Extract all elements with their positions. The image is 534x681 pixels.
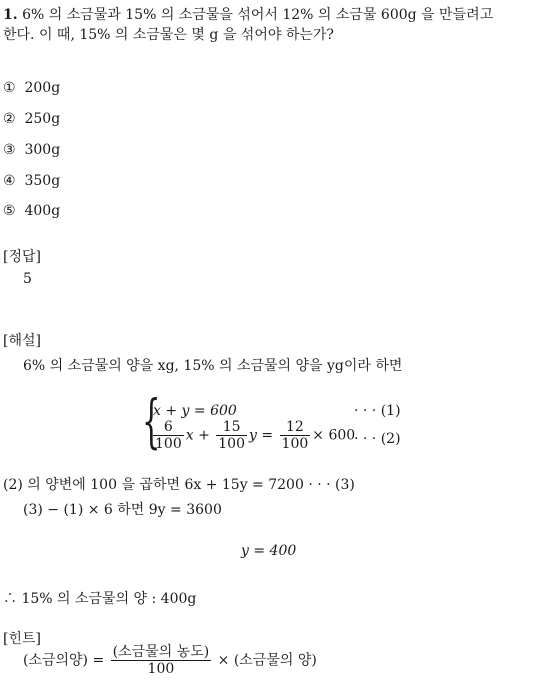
- equation-1-tag: · · · (1): [354, 403, 401, 419]
- hint-fraction: [111, 644, 212, 677]
- hint-label: [힌트]: [3, 631, 41, 647]
- choice-marker: ④: [3, 173, 16, 189]
- choice-marker: ③: [3, 142, 16, 158]
- equation-2-tag: · · · (2): [354, 431, 401, 447]
- answer-label: [정답]: [3, 249, 41, 265]
- choice-2[interactable]: [3, 111, 60, 127]
- choice-marker: ①: [3, 80, 16, 96]
- choice-marker: ⑤: [3, 203, 16, 219]
- choice-text: 200g: [24, 80, 61, 96]
- problem-statement: [3, 4, 493, 24]
- choice-4[interactable]: [3, 173, 60, 189]
- hint-lhs: (소금의양) =: [23, 652, 105, 669]
- answer-value: 5: [23, 271, 32, 287]
- explanation-conclusion: ∴ 15% 의 소금물의 양 : 400g: [3, 591, 197, 607]
- choice-3[interactable]: [3, 142, 60, 158]
- explanation-step-1: (2) 의 양변에 100 을 곱하면 6x + 15y = 7200 · · · (3): [3, 477, 355, 493]
- choice-text: 250g: [24, 111, 61, 127]
- fraction: $\frac{6}{100}$: [155, 419, 182, 452]
- fraction: $\frac{15}{100}$: [218, 419, 245, 452]
- choice-1[interactable]: [3, 80, 60, 96]
- equation-1: x + y = 600: [153, 403, 237, 419]
- hint-rhs: × (소금물의 양): [217, 652, 317, 669]
- choice-text: 300g: [24, 142, 61, 158]
- explanation-result: y = 400: [241, 543, 297, 559]
- choice-marker: ②: [3, 111, 16, 127]
- choice-text: 350g: [24, 173, 61, 189]
- choice-text: 400g: [24, 203, 61, 219]
- hint-fraction-denominator: 100: [147, 661, 175, 677]
- fraction: $\frac{12}{100}$: [281, 419, 309, 452]
- explanation-label: [해설]: [3, 333, 41, 349]
- equation-2: $\frac{6}{100}$ x + $\frac{15}{100}$ y = $\frac{12}{100}$ × 600: [155, 419, 356, 452]
- hint-formula: [23, 644, 317, 677]
- hint-fraction-numerator: (소금물의 농도): [112, 644, 210, 660]
- explanation-intro: 6% 의 소금물의 양을 xg, 15% 의 소금물의 양을 yg이라 하면: [23, 358, 403, 374]
- problem-number: 1.: [3, 7, 18, 23]
- left-brace: {: [142, 387, 161, 455]
- problem-line-2: 한다. 이 때, 15% 의 소금물은 몇 g 을 섞어야 하는가?: [3, 27, 334, 43]
- explanation-step-2: (3) − (1) × 6 하면 9y = 3600: [23, 502, 222, 518]
- choice-5[interactable]: [3, 203, 60, 219]
- problem-line-1: 6% 의 소금물과 15% 의 소금물을 섞어서 12% 의 소금물 600g 을 만들려고: [22, 7, 494, 23]
